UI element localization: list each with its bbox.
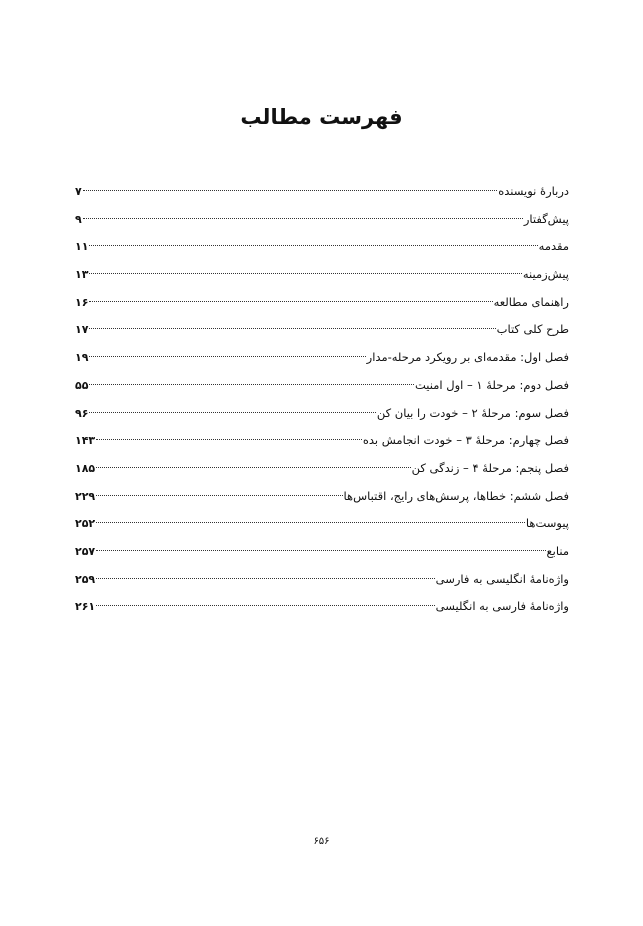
- toc-entry-label: پیش‌گفتار: [523, 211, 569, 226]
- toc-entry: [75, 593, 569, 621]
- dot-leader: [96, 495, 342, 496]
- dot-leader: [89, 384, 414, 385]
- toc-entry-label: منابع: [546, 543, 569, 558]
- page-number: ۶۵۶: [313, 836, 330, 847]
- toc-entry-page: ۹: [75, 212, 82, 226]
- toc-entry-page: ۱۷: [75, 323, 89, 337]
- toc-entry: [75, 566, 569, 594]
- toc-entry-label: پیوست‌ها: [525, 516, 569, 531]
- toc-entry: [75, 455, 569, 483]
- table-of-contents: [75, 178, 569, 621]
- toc-entry-label: فصل چهارم: مرحلهٔ ۳ – خودت انجامش بده: [362, 433, 569, 448]
- toc-entry: [75, 427, 569, 455]
- toc-entry: [75, 206, 569, 234]
- dot-leader: [96, 439, 362, 440]
- toc-entry: [75, 344, 569, 372]
- toc-entry-label: طرح کلی کتاب: [496, 322, 569, 337]
- toc-entry-label: مقدمه: [538, 239, 569, 254]
- dot-leader: [96, 522, 525, 523]
- toc-entry-label: فصل پنجم: مرحلهٔ ۴ – زندگی کن: [411, 460, 569, 475]
- toc-entry-page: ۱۴۳: [75, 434, 96, 448]
- dot-leader: [89, 356, 365, 357]
- toc-entry-label: واژه‌نامهٔ انگلیسی به فارسی: [435, 571, 569, 586]
- toc-entry-page: ۹۶: [75, 406, 89, 420]
- dot-leader: [89, 273, 521, 274]
- toc-entry: [75, 178, 569, 206]
- toc-entry-label: فصل ششم: خطاها، پرسش‌های رایج، اقتباس‌ها: [343, 488, 569, 503]
- toc-entry-page: ۵۵: [75, 378, 89, 392]
- toc-entry: [75, 483, 569, 511]
- toc-entry-page: ۷: [75, 185, 82, 198]
- toc-entry-page: ۲۵۲: [75, 517, 96, 531]
- dot-leader: [83, 218, 523, 219]
- toc-entry-page: ۲۶۱: [75, 600, 96, 614]
- toc-entry-page: ۱۶: [75, 295, 89, 309]
- toc-entry: [75, 289, 569, 317]
- dot-leader: [83, 190, 498, 191]
- toc-entry-label: فصل سوم: مرحلهٔ ۲ – خودت را بیان کن: [376, 405, 569, 420]
- toc-entry: [75, 261, 569, 289]
- toc-entry: [75, 316, 569, 344]
- toc-entry-page: ۱۸۵: [75, 461, 96, 475]
- page-title: فهرست مطالب: [240, 105, 403, 129]
- dot-leader: [89, 245, 537, 246]
- toc-entry-label: فصل دوم: مرحلهٔ ۱ – اول امنیت: [414, 377, 569, 392]
- toc-entry-label: پیش‌زمینه: [522, 267, 569, 282]
- dot-leader: [89, 301, 492, 302]
- toc-entry-page: ۱۹: [75, 351, 89, 365]
- toc-entry-label: راهنمای مطالعه: [493, 294, 569, 309]
- toc-entry: [75, 233, 569, 261]
- toc-entry-page: ۱۳: [75, 268, 89, 282]
- toc-entry-label: واژه‌نامهٔ فارسی به انگلیسی: [435, 599, 569, 614]
- toc-entry: [75, 538, 569, 566]
- dot-leader: [96, 467, 411, 468]
- dot-leader: [89, 412, 375, 413]
- toc-entry-page: ۲۲۹: [75, 489, 96, 503]
- toc-entry: [75, 510, 569, 538]
- dot-leader: [96, 605, 435, 606]
- toc-entry-page: ۲۵۹: [75, 572, 96, 586]
- dot-leader: [89, 328, 495, 329]
- toc-entry-page: ۱۱: [75, 240, 89, 254]
- toc-entry-label: دربارهٔ نویسنده: [498, 184, 569, 198]
- dot-leader: [96, 550, 545, 551]
- toc-entry: [75, 400, 569, 428]
- dot-leader: [96, 578, 435, 579]
- toc-entry-page: ۲۵۷: [75, 544, 96, 558]
- toc-entry: [75, 372, 569, 400]
- toc-entry-label: فصل اول: مقدمه‌ای بر رویکرد مرحله-مدار: [366, 350, 569, 365]
